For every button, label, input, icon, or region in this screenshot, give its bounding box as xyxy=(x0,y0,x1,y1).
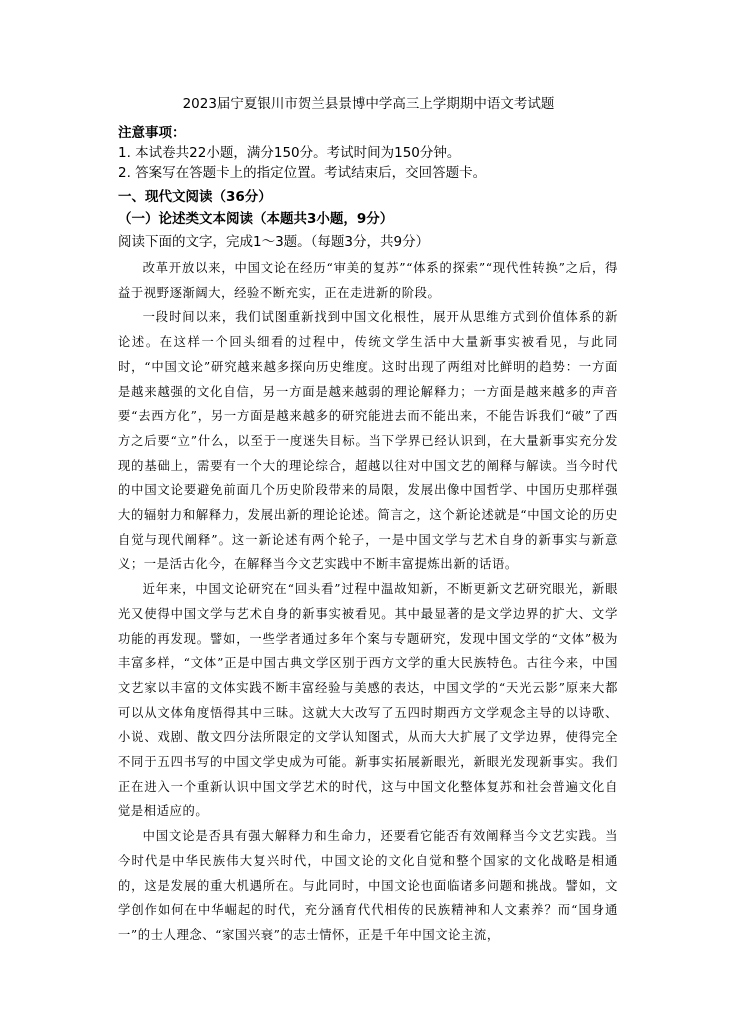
section-heading: 一、现代文阅读（36分） xyxy=(118,189,272,205)
notice-heading: 注意事项： xyxy=(118,125,186,141)
exam-title: 2023届宁夏银川市贺兰县景博中学高三上学期期中语文考试题 xyxy=(182,96,555,112)
passage-paragraph: 近年来，中国文论研究在“回头看”过程中温故知新，不断更新文艺研究眼光，新眼光又使得中国文学与艺术自身的新事实被看见。其中最显著的是文学边界的扩大、文学功能的再发现。譬如，一些学者通过多年个案与专题研究，发现中国文学的“文体”极为丰富多样，“文体”正是中国古典文学区别于西方文学的重大民族特色。古往今来，中国文艺家以丰富的文体实践不断丰富经验与美感的表达，中国文学的“天光云影”原来大都可以从文体角度悟得其中三昧。这就大大改写了五四时期西方文学观念主导的以诗歌、小说、戏剧、散文四分法所限定的文学认知图式，从而大大扩展了文学边界，使得完全不同于五四书写的中国文学史成为可能。新事实拓展新眼光，新眼光发现新事实。我们正在进入一个重新认识中国文学艺术的时代，这与中国文化整体复苏和社会普遍文化自觉是相适应的。 xyxy=(118,582,618,819)
passage xyxy=(118,256,618,948)
notice-item: 1. 本试卷共22小题，满分150分。考试时间为150分钟。 xyxy=(118,145,461,161)
subsection-heading: （一）论述类文本阅读（本题共3小题，9分） xyxy=(118,211,394,227)
reading-instruction: 阅读下面的文字，完成1～3题。（每题3分，共9分） xyxy=(118,234,430,250)
passage-paragraph: 一段时间以来，我们试图重新找到中国文化根性，展开从思维方式到价值体系的新论述。在这样一个回头细看的过程中，传统文学生活中大量新事实被看见，与此同时，“中国文论”研究越来越多探向历史维度。这时出现了两组对比鲜明的趋势：一方面是越来越强的文化自信，另一方面是越来越弱的理论解释力；一方面是越来越多的声音要“去西方化”，另一方面是越来越多的研究能进去而不能出来，不能告诉我们“破”了西方之后要“立”什么，以至于一度迷失目标。当下学界已经认识到，在大量新事实充分发现的基础上，需要有一个大的理论综合，超越以往对中国文艺的阐释与解读。当今时代的中国文论要避免前面几个历史阶段带来的局限，发展出像中国哲学、中国历史那样强大的辐射力和解释力，发展出新的理论论述。简言之，这个新论述就是“中国文论的历史自觉与现代阐释”。这一新论述有两个轮子，一是中国文学与艺术自身的新事实与新意义；一是活古化今，在解释当今文艺实践中不断丰富提炼出新的话语。 xyxy=(118,310,618,572)
passage-paragraph: 中国文论是否具有强大解释力和生命力，还要看它能否有效阐释当今文艺实践。当今时代是中华民族伟大复兴时代，中国文论的文化自觉和整个国家的文化战略是相通的，这是发展的重大机遇所在。与此同时，中国文论也面临诸多问题和挑战。譬如，文学创作如何在中华崛起的时代，充分涵育代代相传的民族精神和人文素养？而“国身通一”的士人理念、“家国兴衰”的志士情怀，正是千年中国文论主流， xyxy=(118,829,618,942)
passage-paragraph: 改革开放以来，中国文论在经历“审美的复苏”“体系的探索”“现代性转换”之后，得益于视野逐渐阔大，经验不断充实，正在走进新的阶段。 xyxy=(118,261,618,300)
notice-item: 2. 答案写在答题卡上的指定位置。考试结束后，交回答题卡。 xyxy=(118,165,487,181)
